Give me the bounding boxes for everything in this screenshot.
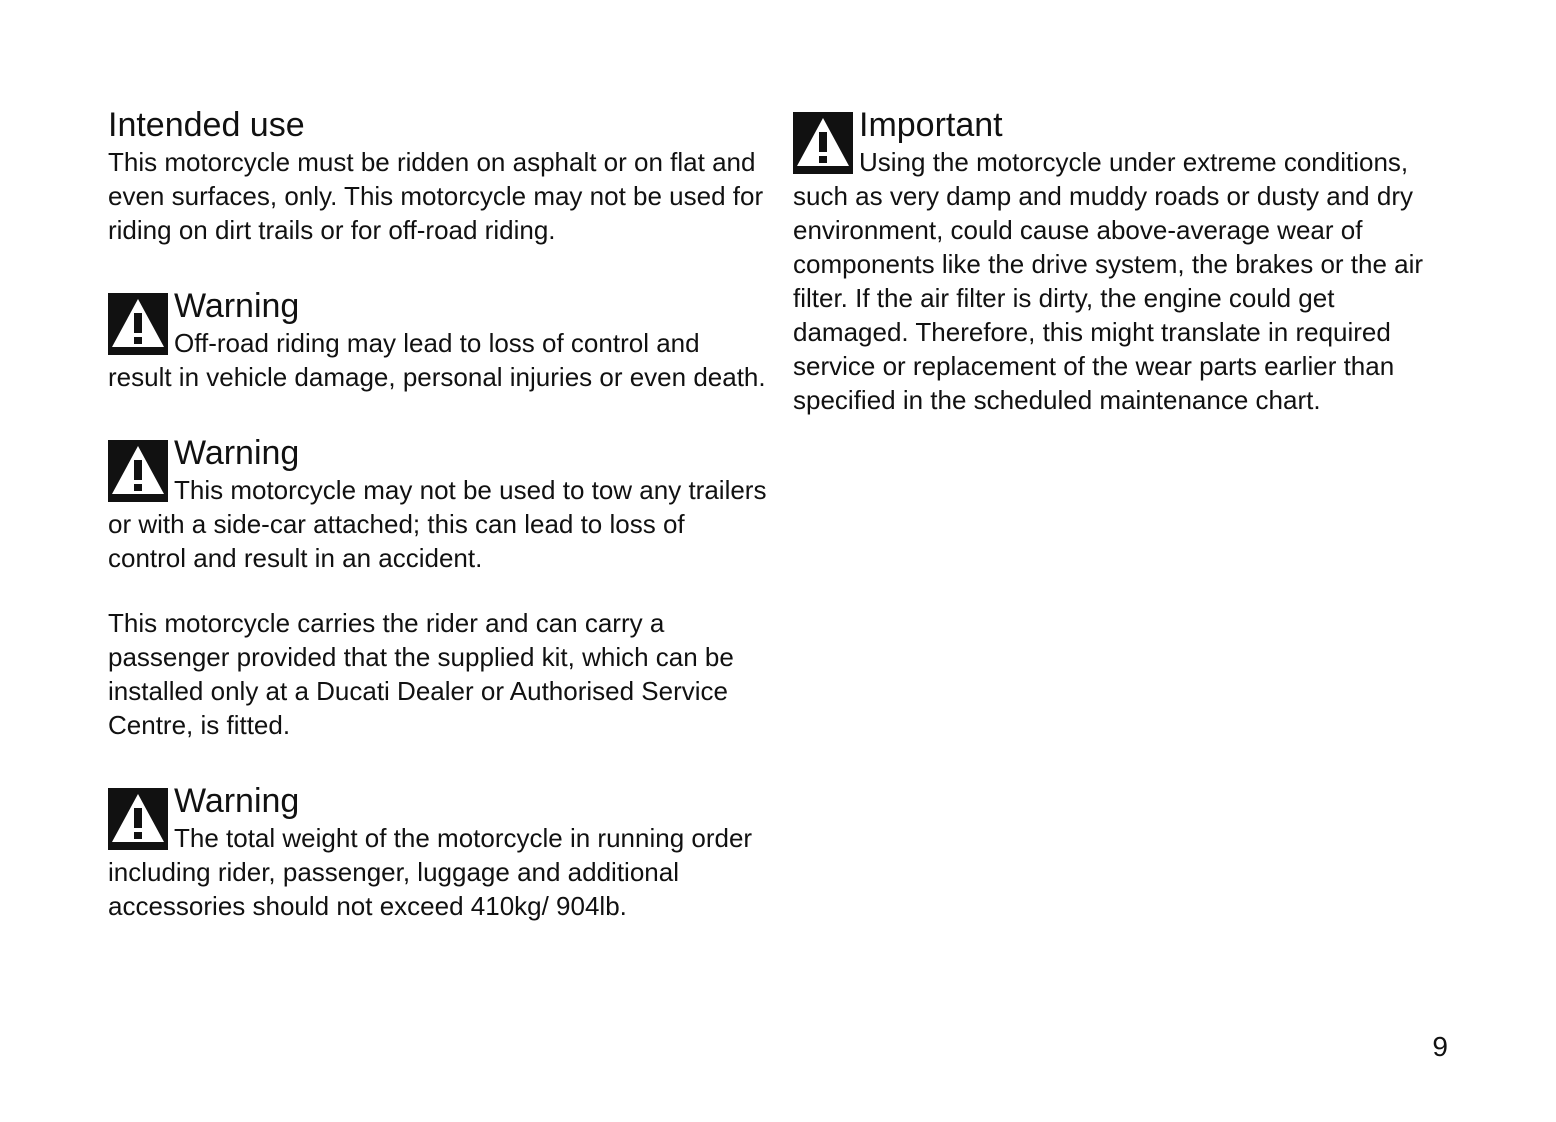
right-column <box>793 105 1443 417</box>
warning-offroad <box>108 286 768 394</box>
intended-use-text: This motorcycle must be ridden on asphalt or on flat and even surfaces, only. This motorcycle may not be used for riding on dirt trails or for off-road riding. <box>108 147 764 245</box>
warning-text: Off-road riding may lead to loss of control and result in vehicle damage, personal injuries or even death. <box>108 328 766 392</box>
warning-triangle-icon <box>108 293 168 355</box>
warning-weight <box>108 781 768 923</box>
warning-title: Warning <box>174 782 300 820</box>
important-text: Using the motorcycle under extreme conditions, such as very damp and muddy roads or dusty and dry environment, could cause above-average wear of components like the drive system, the brakes or the air filter. If the air filter is dirty, the engine could get damaged. Therefore, this might translate in required service or replacement of the wear parts earlier than specified in the scheduled maintenance chart. <box>793 147 1424 415</box>
warning-triangle-icon <box>108 440 168 502</box>
intended-use-title: Intended use <box>108 106 305 144</box>
warning-triangle-icon <box>108 788 168 850</box>
intended-use-section <box>108 105 768 247</box>
warning-text: This motorcycle may not be used to tow any trailers or with a side-car attached; this can lead to loss of control and result in an accident. <box>108 475 767 573</box>
warning-title: Warning <box>174 434 300 472</box>
page-number: 9 <box>1432 1031 1448 1062</box>
warning-towing <box>108 433 768 575</box>
warning-title: Warning <box>174 287 300 325</box>
important-notice <box>793 105 1443 417</box>
left-column <box>108 105 768 923</box>
passenger-note: This motorcycle carries the rider and can carry a passenger provided that the supplied kit, which can be installed only at a Ducati Dealer or Authorised Service Centre, is fitted. <box>108 608 734 740</box>
warning-text: The total weight of the motorcycle in running order including rider, passenger, luggage and additional accessories should not exceed 410kg/ 904lb. <box>108 823 753 921</box>
warning-triangle-icon <box>793 112 853 174</box>
important-title: Important <box>859 106 1003 144</box>
